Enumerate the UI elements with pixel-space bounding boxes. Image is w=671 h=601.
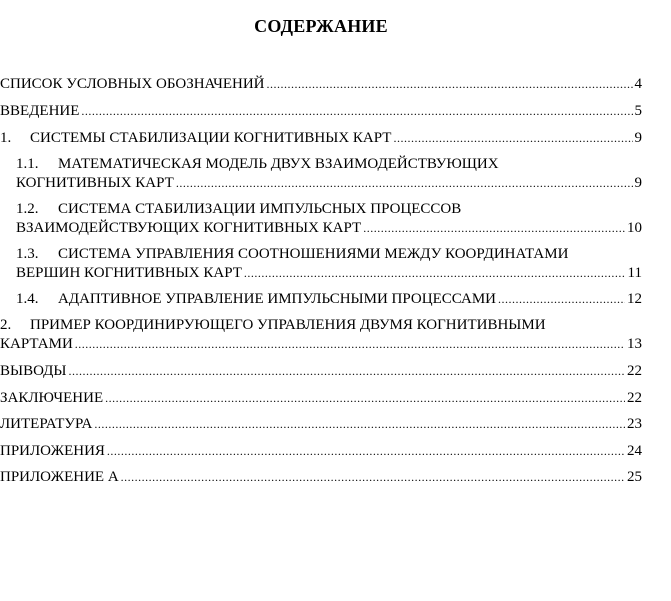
toc-entry[interactable] [0,442,642,461]
toc-entry-text: МАТЕМАТИЧЕСКАЯ МОДЕЛЬ ДВУХ ВЗАИМОДЕЙСТВУЮЩИХ [58,156,499,172]
toc-entry-number: 1.1. [16,156,39,172]
toc-entry-text-continued: ВЗАИМОДЕЙСТВУЮЩИХ КОГНИТИВНЫХ КАРТ [16,220,362,236]
toc-page-number: 13 [627,336,642,352]
toc-entry[interactable] [0,102,642,121]
toc-entry-text: ВВЕДЕНИЕ [0,103,80,119]
toc-leader-dots [498,290,625,309]
toc-leader-dots [69,362,626,381]
toc-entry[interactable] [0,362,642,381]
toc-entry-text-continued: КАРТАМИ [0,336,73,352]
toc-entry-text: ПРИЛОЖЕНИЕ А [0,469,119,485]
toc-entry-text: АДАПТИВНОЕ УПРАВЛЕНИЕ ИМПУЛЬСНЫМИ ПРОЦЕССАМИ [58,291,496,307]
toc-entry[interactable] [0,75,642,94]
toc-leader-dots [267,75,633,94]
toc-leader-dots [176,174,633,193]
toc-entry-text-continued: КОГНИТИВНЫХ КАРТ [16,175,174,191]
toc-entry[interactable] [0,155,642,193]
toc-entry[interactable] [0,389,642,408]
toc-title: СОДЕРЖАНИЕ [254,16,388,36]
toc-entry[interactable] [0,290,642,309]
toc-leader-dots [107,442,625,461]
toc-page-number: 22 [627,363,642,379]
toc-page-number: 12 [627,291,642,307]
toc-entry-text: ВЫВОДЫ [0,363,67,379]
toc-page-number: 10 [627,220,642,236]
toc-entry[interactable] [0,468,642,487]
toc-entry-number: 1.4. [16,291,39,307]
toc-page-number: 5 [634,103,642,119]
toc-entry[interactable] [0,415,642,434]
toc-entry[interactable] [0,200,642,238]
toc-entry[interactable] [0,316,642,354]
toc-entry-text: ПРИЛОЖЕНИЯ [0,443,105,459]
toc-page-number: 9 [634,130,642,146]
toc-leader-dots [105,389,625,408]
toc-entry-text: ЛИТЕРАТУРА [0,416,93,432]
toc-leader-dots [244,264,626,283]
toc-entry[interactable] [0,245,642,283]
toc-page-number: 22 [627,390,642,406]
toc-leader-dots [81,102,632,121]
toc-page-number: 25 [627,469,642,485]
table-of-contents [0,75,642,487]
toc-leader-dots [75,335,625,354]
toc-leader-dots [393,129,632,148]
toc-entry-number: 1.2. [16,201,39,217]
toc-leader-dots [121,468,625,487]
toc-entry-number: 1.3. [16,246,39,262]
toc-page-number: 23 [627,416,642,432]
toc-entry[interactable] [0,129,642,148]
toc-page-number: 4 [634,76,642,92]
toc-entry-number: 1. [0,130,12,146]
toc-page-number: 11 [627,265,642,281]
toc-entry-text: ЗАКЛЮЧЕНИЕ [0,390,104,406]
toc-entry-text: ПРИМЕР КООРДИНИРУЮЩЕГО УПРАВЛЕНИЯ ДВУМЯ КОГНИТИВНЫМИ [30,317,546,333]
toc-leader-dots [363,219,625,238]
toc-leader-dots [94,415,625,434]
toc-entry-text: СИСТЕМА СТАБИЛИЗАЦИИ ИМПУЛЬСНЫХ ПРОЦЕССОВ [58,201,462,217]
toc-page-number: 24 [627,443,642,459]
toc-page-number: 9 [634,175,642,191]
toc-entry-text: СИСТЕМЫ СТАБИЛИЗАЦИИ КОГНИТИВНЫХ КАРТ [30,130,392,146]
toc-entry-text: СПИСОК УСЛОВНЫХ ОБОЗНАЧЕНИЙ [0,76,265,92]
toc-entry-text-continued: ВЕРШИН КОГНИТИВНЫХ КАРТ [16,265,242,281]
toc-entry-number: 2. [0,317,12,333]
toc-entry-text: СИСТЕМА УПРАВЛЕНИЯ СООТНОШЕНИЯМИ МЕЖДУ КООРДИНАТАМИ [58,246,569,262]
